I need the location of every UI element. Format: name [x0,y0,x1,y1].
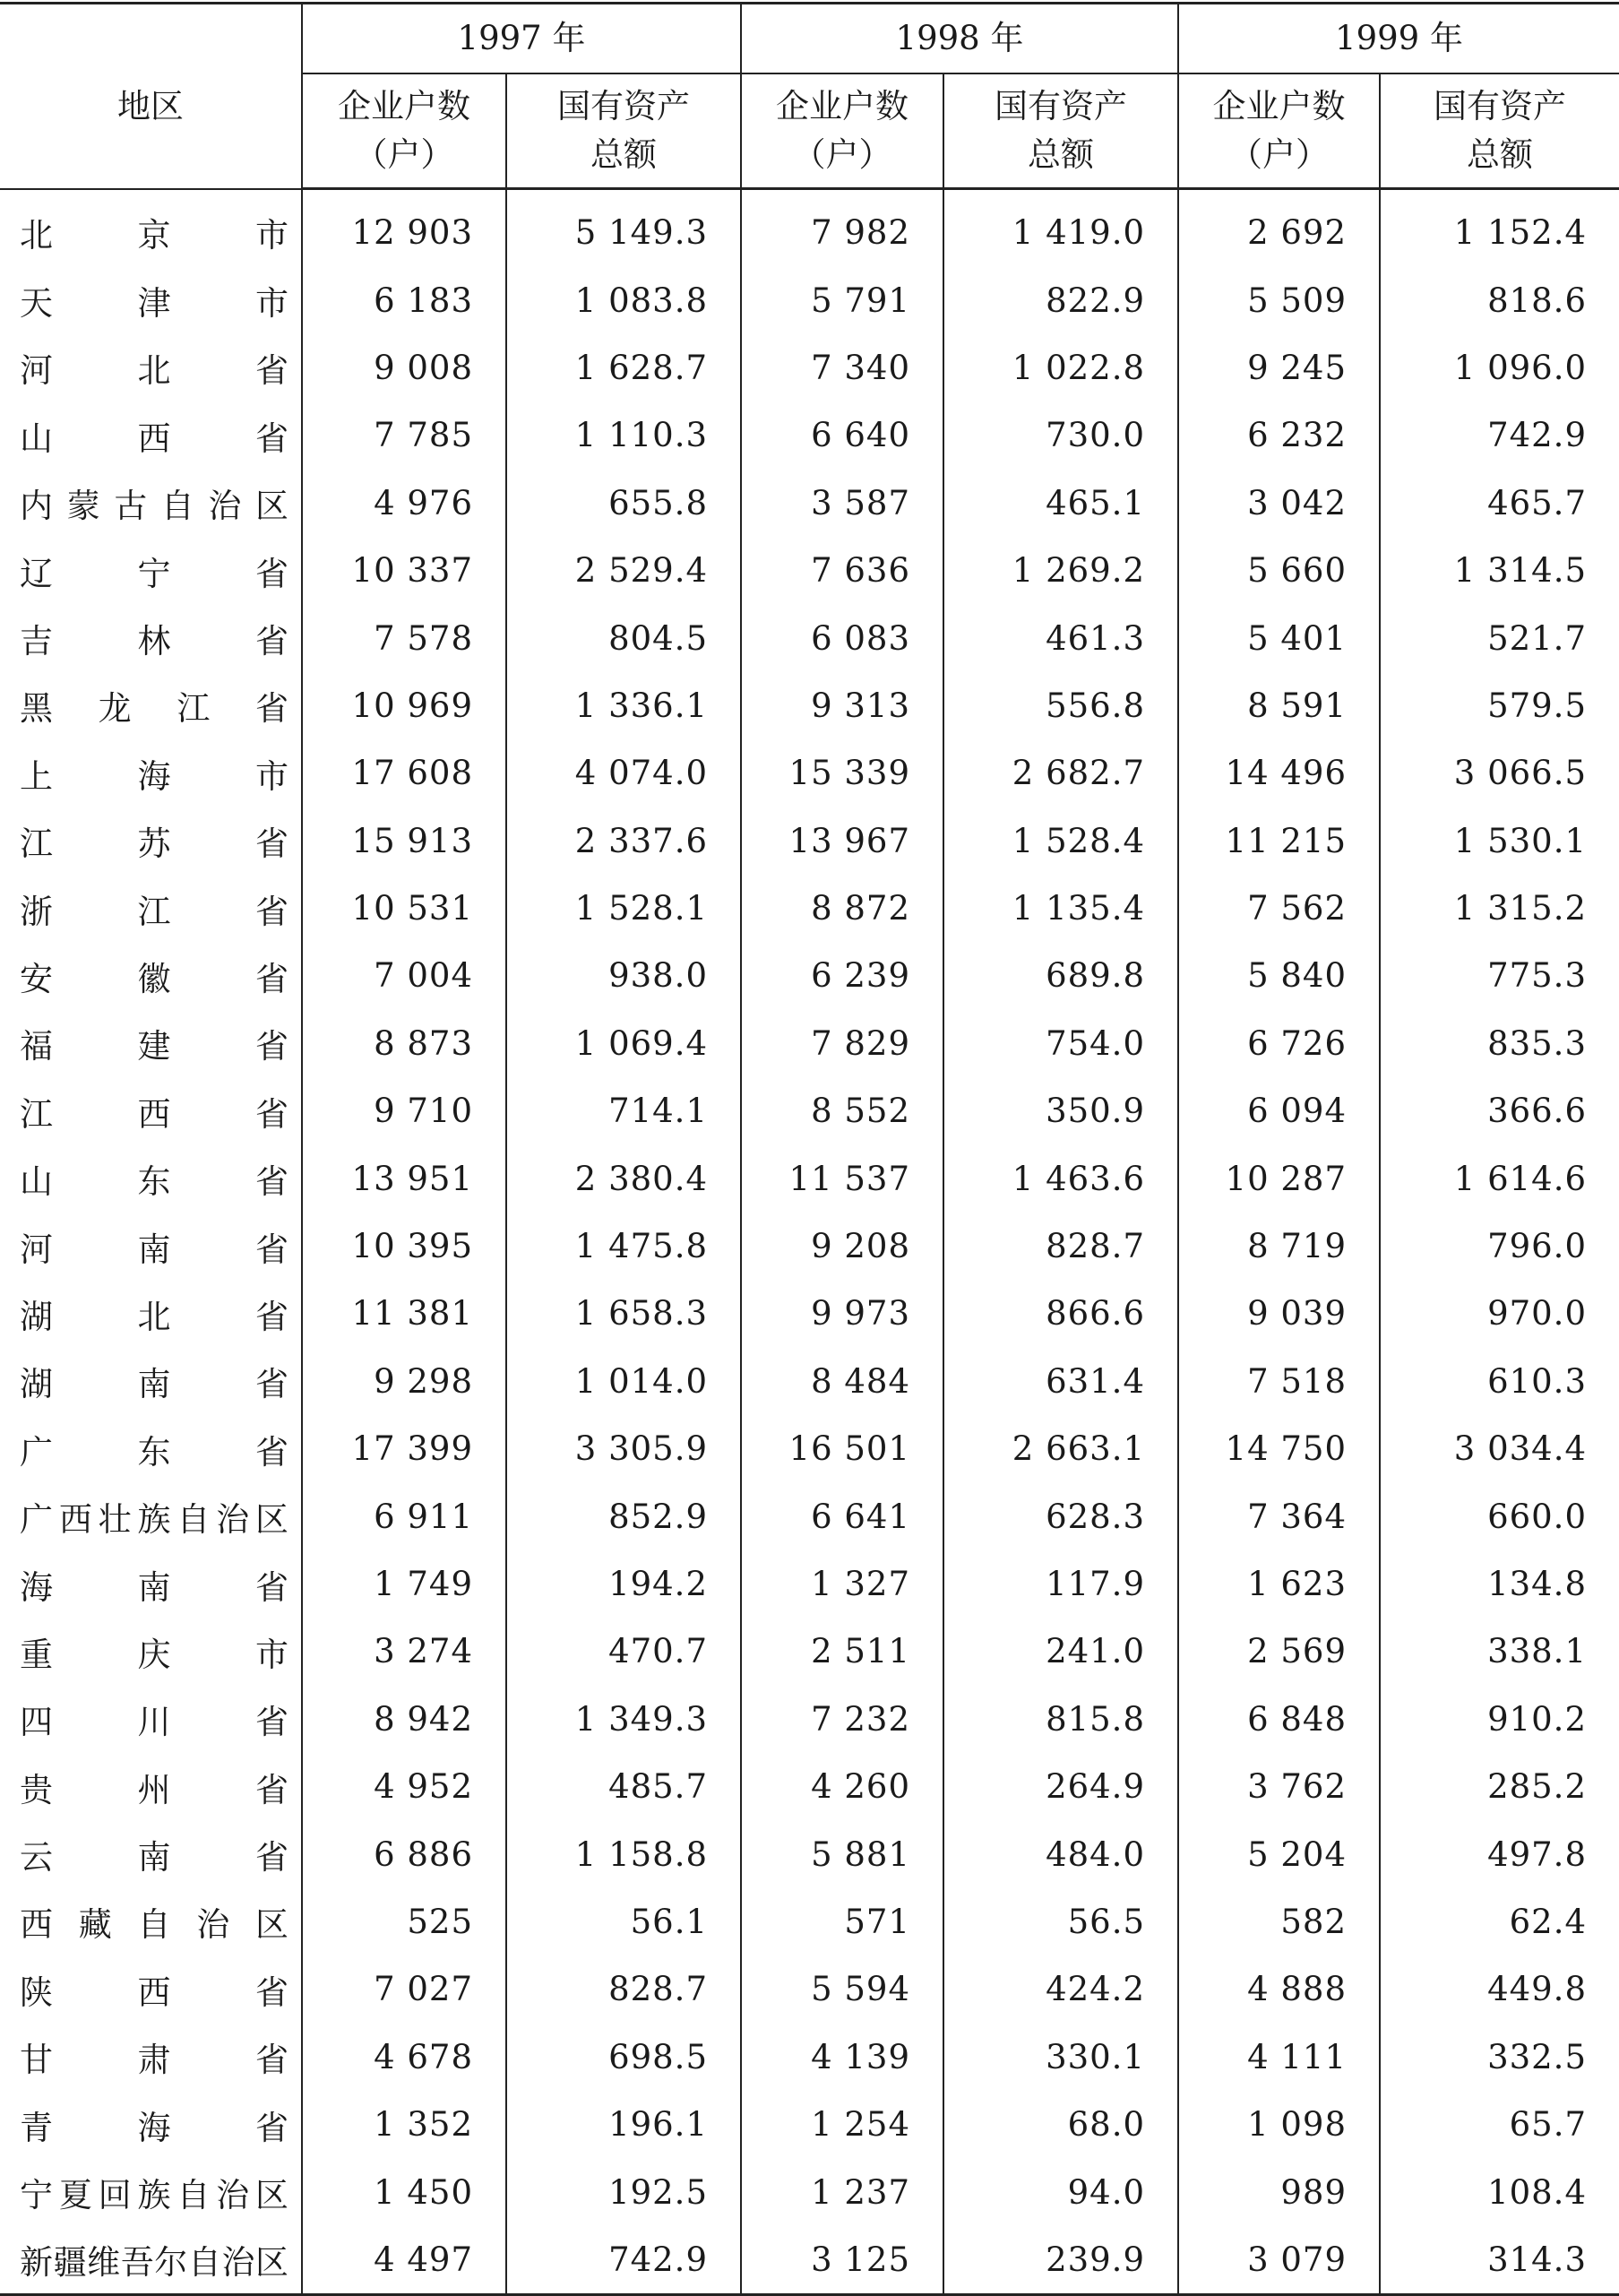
state-assets-header [943,73,1178,189]
count-1998-cell: 7 829 [741,1010,943,1077]
header-row-years [0,4,1619,74]
col-label-line1: 企业户数 [338,87,470,125]
col-label-line2: （户） [354,135,454,174]
table-row [0,470,1619,537]
assets-1997-cell: 742.9 [506,2226,741,2295]
count-1998-cell: 9 973 [741,1280,943,1347]
table-row [0,334,1619,401]
assets-1999-cell: 970.0 [1380,1280,1619,1347]
region-name-cell: 西藏自治区 [20,1905,288,1945]
table-body [0,189,1619,2295]
assets-1998-cell: 1 528.4 [943,807,1178,875]
col-label-line2: 总额 [590,135,657,174]
region-name-cell: 青海省 [20,2108,288,2147]
region-name-cell: 江苏省 [20,824,288,864]
count-1998-cell: 9 313 [741,672,943,739]
assets-1997-cell: 1 158.8 [506,1820,741,1887]
assets-1998-cell: 828.7 [943,1213,1178,1280]
count-1998-cell: 1 327 [741,1550,943,1618]
col-label-line1: 国有资产 [1434,87,1566,125]
table-row [0,2024,1619,2091]
count-1997-cell: 10 395 [302,1213,506,1280]
table-row [0,2091,1619,2158]
count-1997-cell: 9 710 [302,1077,506,1144]
count-1999-cell: 9 245 [1178,334,1380,401]
enterprise-count-header [1178,73,1380,189]
region-name-cell: 贵州省 [20,1770,288,1809]
count-1998-cell: 6 640 [741,401,943,469]
table-header [0,4,1619,189]
assets-1998-cell: 815.8 [943,1686,1178,1753]
assets-1999-cell: 775.3 [1380,942,1619,1009]
assets-1998-cell: 239.9 [943,2226,1178,2295]
count-1997-cell: 4 497 [302,2226,506,2295]
count-1999-cell: 5 204 [1178,1820,1380,1887]
count-1999-cell: 14 496 [1178,739,1380,807]
year-header-1997: 1997 年 [302,4,741,74]
count-1997-cell: 7 785 [302,401,506,469]
count-1998-cell: 8 484 [741,1348,943,1415]
count-1999-cell: 5 401 [1178,604,1380,671]
assets-1998-cell: 1 419.0 [943,189,1178,267]
count-1998-cell: 8 552 [741,1077,943,1144]
assets-1999-cell: 818.6 [1380,266,1619,333]
count-1998-cell: 1 237 [741,2158,943,2225]
col-label-line2: 总额 [1467,135,1533,174]
assets-1999-cell: 65.7 [1380,2091,1619,2158]
col-label-line1: 国有资产 [995,87,1127,125]
count-1999-cell: 2 569 [1178,1618,1380,1685]
region-name-cell: 湖北省 [20,1297,288,1336]
count-1999-cell: 8 719 [1178,1213,1380,1280]
assets-1997-cell: 4 074.0 [506,739,741,807]
col-label-line2: （户） [792,135,892,174]
assets-1997-cell: 1 110.3 [506,401,741,469]
assets-1999-cell: 108.4 [1380,2158,1619,2225]
assets-1999-cell: 3 034.4 [1380,1415,1619,1482]
table-row [0,2226,1619,2295]
count-1998-cell: 5 881 [741,1820,943,1887]
assets-1997-cell: 1 628.7 [506,334,741,401]
assets-1999-cell: 1 152.4 [1380,189,1619,267]
assets-1997-cell: 1 069.4 [506,1010,741,1077]
table-row [0,1820,1619,1887]
assets-1997-cell: 1 336.1 [506,672,741,739]
enterprise-count-header [302,73,506,189]
table-row [0,1010,1619,1077]
assets-1997-cell: 196.1 [506,2091,741,2158]
assets-1997-cell: 1 528.1 [506,875,741,942]
table-row [0,401,1619,469]
count-1999-cell: 989 [1178,2158,1380,2225]
assets-1997-cell: 2 380.4 [506,1144,741,1212]
count-1997-cell: 1 352 [302,2091,506,2158]
region-header: 地区 [0,4,302,189]
enterprise-count-header [741,73,943,189]
count-1999-cell: 1 098 [1178,2091,1380,2158]
assets-1999-cell: 1 614.6 [1380,1144,1619,1212]
table-row [0,1415,1619,1482]
assets-1997-cell: 2 529.4 [506,537,741,604]
count-1998-cell: 7 636 [741,537,943,604]
region-name-cell: 内蒙古自治区 [20,487,288,526]
region-name-cell: 辽宁省 [20,554,288,593]
region-name-cell: 江西省 [20,1094,288,1134]
count-1998-cell: 571 [741,1888,943,1955]
count-1999-cell: 3 762 [1178,1753,1380,1820]
count-1999-cell: 6 232 [1178,401,1380,469]
assets-1998-cell: 2 682.7 [943,739,1178,807]
count-1997-cell: 4 678 [302,2024,506,2091]
col-label-line1: 企业户数 [776,87,909,125]
table-row [0,2158,1619,2225]
assets-1997-cell: 470.7 [506,1618,741,1685]
region-name-cell: 云南省 [20,1838,288,1877]
state-assets-table [0,2,1619,2296]
count-1999-cell: 7 364 [1178,1482,1380,1549]
region-name-cell: 陕西省 [20,1972,288,2012]
count-1999-cell: 11 215 [1178,807,1380,875]
count-1999-cell: 9 039 [1178,1280,1380,1347]
table-row [0,807,1619,875]
table-row [0,537,1619,604]
region-name-cell: 新疆维吾尔自治区 [0,2226,302,2295]
assets-1998-cell: 241.0 [943,1618,1178,1685]
assets-1999-cell: 1 096.0 [1380,334,1619,401]
region-name-cell: 河北省 [20,351,288,391]
region-name-cell: 黑龙江省 [20,689,288,729]
count-1997-cell: 10 531 [302,875,506,942]
assets-1998-cell: 330.1 [943,2024,1178,2091]
assets-1999-cell: 610.3 [1380,1348,1619,1415]
region-name-cell: 北京市 [20,216,288,255]
count-1999-cell: 7 562 [1178,875,1380,942]
assets-1998-cell: 631.4 [943,1348,1178,1415]
assets-1999-cell: 3 066.5 [1380,739,1619,807]
assets-1999-cell: 1 530.1 [1380,807,1619,875]
assets-1998-cell: 730.0 [943,401,1178,469]
table-row [0,1144,1619,1212]
count-1998-cell: 7 340 [741,334,943,401]
col-label-line1: 国有资产 [557,87,690,125]
assets-1999-cell: 1 315.2 [1380,875,1619,942]
assets-1999-cell: 285.2 [1380,1753,1619,1820]
region-name-cell: 浙江省 [20,892,288,931]
col-label-line1: 企业户数 [1212,87,1346,125]
assets-1999-cell: 1 314.5 [1380,537,1619,604]
table-row [0,739,1619,807]
assets-1997-cell: 2 337.6 [506,807,741,875]
count-1998-cell: 7 982 [741,189,943,267]
count-1997-cell: 6 183 [302,266,506,333]
assets-1998-cell: 1 463.6 [943,1144,1178,1212]
count-1998-cell: 1 254 [741,2091,943,2158]
count-1998-cell: 5 594 [741,1955,943,2023]
assets-1997-cell: 1 658.3 [506,1280,741,1347]
assets-1998-cell: 1 269.2 [943,537,1178,604]
count-1998-cell: 7 232 [741,1686,943,1753]
assets-1999-cell: 465.7 [1380,470,1619,537]
region-name-cell: 四川省 [20,1703,288,1742]
assets-1997-cell: 1 349.3 [506,1686,741,1753]
count-1999-cell: 1 623 [1178,1550,1380,1618]
region-name-cell: 吉林省 [20,622,288,661]
region-name-cell: 天津市 [20,284,288,324]
count-1999-cell: 7 518 [1178,1348,1380,1415]
assets-1998-cell: 465.1 [943,470,1178,537]
count-1998-cell: 15 339 [741,739,943,807]
region-name-cell: 安徽省 [20,959,288,998]
assets-1998-cell: 1 135.4 [943,875,1178,942]
count-1998-cell: 4 260 [741,1753,943,1820]
assets-1997-cell: 804.5 [506,604,741,671]
table-row [0,1280,1619,1347]
count-1998-cell: 6 083 [741,604,943,671]
assets-1999-cell: 338.1 [1380,1618,1619,1685]
count-1997-cell: 10 337 [302,537,506,604]
table-row [0,875,1619,942]
assets-1998-cell: 866.6 [943,1280,1178,1347]
assets-1997-cell: 3 305.9 [506,1415,741,1482]
count-1999-cell: 4 888 [1178,1955,1380,2023]
count-1997-cell: 6 911 [302,1482,506,1549]
table-row [0,604,1619,671]
count-1997-cell: 6 886 [302,1820,506,1887]
count-1997-cell: 11 381 [302,1280,506,1347]
assets-1999-cell: 910.2 [1380,1686,1619,1753]
year-header-1998: 1998 年 [741,4,1178,74]
region-name-cell: 山西省 [20,419,288,458]
assets-1999-cell: 835.3 [1380,1010,1619,1077]
count-1997-cell: 12 903 [302,189,506,267]
count-1997-cell: 7 027 [302,1955,506,2023]
year-header-1999: 1999 年 [1178,4,1619,74]
assets-1998-cell: 754.0 [943,1010,1178,1077]
count-1999-cell: 10 287 [1178,1144,1380,1212]
assets-1999-cell: 449.8 [1380,1955,1619,2023]
table-row [0,1077,1619,1144]
count-1997-cell: 4 976 [302,470,506,537]
state-assets-header [506,73,741,189]
assets-1997-cell: 698.5 [506,2024,741,2091]
assets-1998-cell: 117.9 [943,1550,1178,1618]
table-row [0,1618,1619,1685]
assets-1997-cell: 192.5 [506,2158,741,2225]
table-row [0,1213,1619,1280]
assets-1998-cell: 556.8 [943,672,1178,739]
count-1997-cell: 1 749 [302,1550,506,1618]
assets-1999-cell: 521.7 [1380,604,1619,671]
assets-1997-cell: 938.0 [506,942,741,1009]
assets-1997-cell: 1 083.8 [506,266,741,333]
count-1997-cell: 10 969 [302,672,506,739]
count-1999-cell: 6 094 [1178,1077,1380,1144]
col-label-line2: （户） [1229,135,1329,174]
assets-1998-cell: 424.2 [943,1955,1178,2023]
assets-1997-cell: 5 149.3 [506,189,741,267]
count-1999-cell: 3 079 [1178,2226,1380,2295]
count-1998-cell: 6 239 [741,942,943,1009]
assets-1998-cell: 689.8 [943,942,1178,1009]
count-1998-cell: 4 139 [741,2024,943,2091]
assets-1997-cell: 655.8 [506,470,741,537]
assets-1999-cell: 497.8 [1380,1820,1619,1887]
assets-1997-cell: 852.9 [506,1482,741,1549]
assets-1999-cell: 660.0 [1380,1482,1619,1549]
assets-1998-cell: 94.0 [943,2158,1178,2225]
col-label-line2: 总额 [1028,135,1094,174]
assets-1999-cell: 742.9 [1380,401,1619,469]
count-1997-cell: 8 942 [302,1686,506,1753]
assets-1997-cell: 1 475.8 [506,1213,741,1280]
region-name-cell: 宁夏回族自治区 [20,2176,288,2215]
count-1999-cell: 5 660 [1178,537,1380,604]
table-row [0,1753,1619,1820]
count-1998-cell: 13 967 [741,807,943,875]
table-row [0,1686,1619,1753]
region-name-cell: 福建省 [20,1027,288,1066]
assets-1998-cell: 628.3 [943,1482,1178,1549]
table-row [0,189,1619,267]
region-name-cell: 上海市 [20,756,288,796]
count-1997-cell: 1 450 [302,2158,506,2225]
count-1997-cell: 9 298 [302,1348,506,1415]
state-assets-header [1380,73,1619,189]
count-1999-cell: 6 848 [1178,1686,1380,1753]
region-name-cell: 广西壮族自治区 [20,1500,288,1540]
count-1997-cell: 9 008 [302,334,506,401]
count-1998-cell: 3 125 [741,2226,943,2295]
region-name-cell: 山东省 [20,1162,288,1202]
count-1997-cell: 4 952 [302,1753,506,1820]
count-1997-cell: 13 951 [302,1144,506,1212]
count-1998-cell: 5 791 [741,266,943,333]
assets-1999-cell: 332.5 [1380,2024,1619,2091]
assets-1999-cell: 134.8 [1380,1550,1619,1618]
count-1999-cell: 5 840 [1178,942,1380,1009]
count-1997-cell: 7 578 [302,604,506,671]
assets-1998-cell: 350.9 [943,1077,1178,1144]
region-name-cell: 海南省 [20,1567,288,1607]
count-1998-cell: 8 872 [741,875,943,942]
count-1999-cell: 582 [1178,1888,1380,1955]
count-1999-cell: 2 692 [1178,189,1380,267]
count-1999-cell: 8 591 [1178,672,1380,739]
assets-1997-cell: 485.7 [506,1753,741,1820]
count-1997-cell: 17 399 [302,1415,506,1482]
assets-1997-cell: 194.2 [506,1550,741,1618]
assets-1997-cell: 714.1 [506,1077,741,1144]
count-1998-cell: 2 511 [741,1618,943,1685]
count-1999-cell: 4 111 [1178,2024,1380,2091]
assets-1997-cell: 56.1 [506,1888,741,1955]
assets-1997-cell: 828.7 [506,1955,741,2023]
table-row [0,1888,1619,1955]
table-row [0,1482,1619,1549]
region-name-cell: 广东省 [20,1432,288,1472]
count-1997-cell: 17 608 [302,739,506,807]
assets-1999-cell: 579.5 [1380,672,1619,739]
count-1998-cell: 11 537 [741,1144,943,1212]
assets-1998-cell: 2 663.1 [943,1415,1178,1482]
assets-1998-cell: 461.3 [943,604,1178,671]
assets-1999-cell: 314.3 [1380,2226,1619,2295]
region-name-cell: 湖南省 [20,1365,288,1404]
table-row [0,1550,1619,1618]
count-1999-cell: 6 726 [1178,1010,1380,1077]
count-1997-cell: 7 004 [302,942,506,1009]
table-row [0,1955,1619,2023]
region-name-cell: 甘肃省 [20,2041,288,2080]
assets-1998-cell: 264.9 [943,1753,1178,1820]
assets-1999-cell: 796.0 [1380,1213,1619,1280]
assets-1999-cell: 366.6 [1380,1077,1619,1144]
count-1998-cell: 3 587 [741,470,943,537]
count-1998-cell: 16 501 [741,1415,943,1482]
assets-1998-cell: 822.9 [943,266,1178,333]
count-1997-cell: 15 913 [302,807,506,875]
count-1998-cell: 9 208 [741,1213,943,1280]
assets-1999-cell: 62.4 [1380,1888,1619,1955]
assets-1998-cell: 56.5 [943,1888,1178,1955]
assets-1997-cell: 1 014.0 [506,1348,741,1415]
region-name-cell: 重庆市 [20,1635,288,1674]
count-1999-cell: 3 042 [1178,470,1380,537]
count-1999-cell: 5 509 [1178,266,1380,333]
count-1999-cell: 14 750 [1178,1415,1380,1482]
assets-1998-cell: 484.0 [943,1820,1178,1887]
count-1997-cell: 525 [302,1888,506,1955]
table-row [0,266,1619,333]
table-row [0,1348,1619,1415]
region-name-cell: 河南省 [20,1230,288,1269]
assets-1998-cell: 1 022.8 [943,334,1178,401]
table-row [0,942,1619,1009]
count-1997-cell: 3 274 [302,1618,506,1685]
count-1997-cell: 8 873 [302,1010,506,1077]
assets-1998-cell: 68.0 [943,2091,1178,2158]
count-1998-cell: 6 641 [741,1482,943,1549]
table-row [0,672,1619,739]
